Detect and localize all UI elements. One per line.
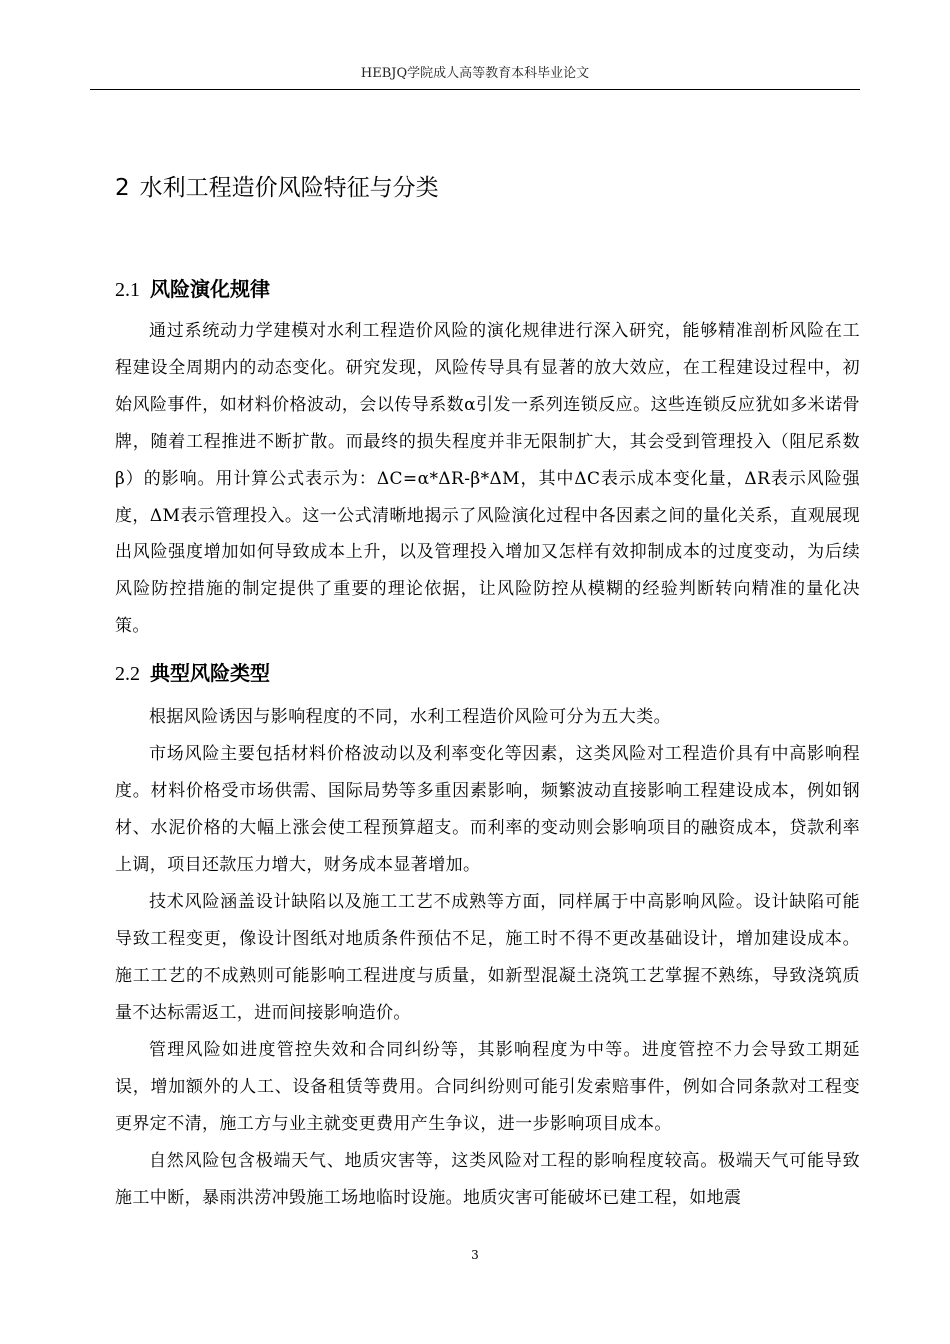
chapter-title-text: 水利工程造价风险特征与分类	[139, 175, 439, 201]
chapter-number: 2	[115, 175, 130, 201]
header-divider	[90, 89, 860, 90]
chapter-title	[115, 170, 439, 206]
paragraph-risk-types-intro: 根据风险诱因与影响程度的不同，水利工程造价风险可分为五大类。	[149, 707, 671, 727]
paragraph-risk-evolution: 通过系统动力学建模对水利工程造价风险的演化规律进行深入研究，能够精准剖析风险在工程建设全周期内的动态变化。研究发现，风险传导具有显著的放大效应，在工程建设过程中，初始风险事件，如材料价格波动，会以传导系数α引发一系列连锁反应。这些连锁反应犹如多米诺骨牌，随着工程推进不断扩散。而最终的损失程度并非无限制扩大，其会受到管理投入（阻尼系数β）的影响。用计算公式表示为：ΔC=α*ΔR-β*ΔM，其中ΔC表示成本变化量，ΔR表示风险强度，ΔM表示管理投入。这一公式清晰地揭示了风险演化过程中各因素之间的量化关系，直观展现出风险强度增加如何导致成本上升，以及管理投入增加又怎样有效抑制成本的过度变动，为后续风险防控措施的制定提供了重要的理论依据，让风险防控从模糊的经验判断转向精准的量化决策。	[115, 321, 860, 637]
paragraph-technical-risk: 技术风险涵盖设计缺陷以及施工工艺不成熟等方面，同样属于中高影响风险。设计缺陷可能导致工程变更，像设计图纸对地质条件预估不足，施工时不得不更改基础设计，增加建设成本。施工工艺的不成熟则可能影响工程进度与质量，如新型混凝土浇筑工艺掌握不熟练，导致浇筑质量不达标需返工，进而间接影响造价。	[115, 892, 860, 1023]
paragraph-market-risk: 市场风险主要包括材料价格波动以及利率变化等因素，这类风险对工程造价具有中高影响程度。材料价格受市场供需、国际局势等多重因素影响，频繁波动直接影响工程建设成本，例如钢材、水泥价格的大幅上涨会使工程预算超支。而利率的变动则会影响项目的融资成本，贷款利率上调，项目还款压力增大，财务成本显著增加。	[115, 744, 860, 875]
running-header: HEBJQ学院成人高等教育本科毕业论文	[360, 66, 590, 81]
section-heading-2-1	[115, 274, 270, 305]
section-number: 2.2	[115, 663, 140, 685]
page-number: 3	[471, 1248, 479, 1262]
paragraph-natural-risk: 自然风险包含极端天气、地质灾害等，这类风险对工程的影响程度较高。极端天气可能导致施工中断，暴雨洪涝冲毁施工场地临时设施。地质灾害可能破坏已建工程，如地震	[115, 1151, 860, 1208]
section-title-text: 典型风险类型	[150, 661, 270, 685]
section-title-text: 风险演化规律	[150, 277, 270, 301]
section-number: 2.1	[115, 279, 140, 301]
paragraph-management-risk: 管理风险如进度管控失效和合同纠纷等，其影响程度为中等。进度管控不力会导致工期延误，增加额外的人工、设备租赁等费用。合同纠纷则可能引发索赔事件，例如合同条款对工程变更界定不清，施工方与业主就变更费用产生争议，进一步影响项目成本。	[115, 1040, 860, 1134]
section-heading-2-2	[115, 658, 270, 689]
